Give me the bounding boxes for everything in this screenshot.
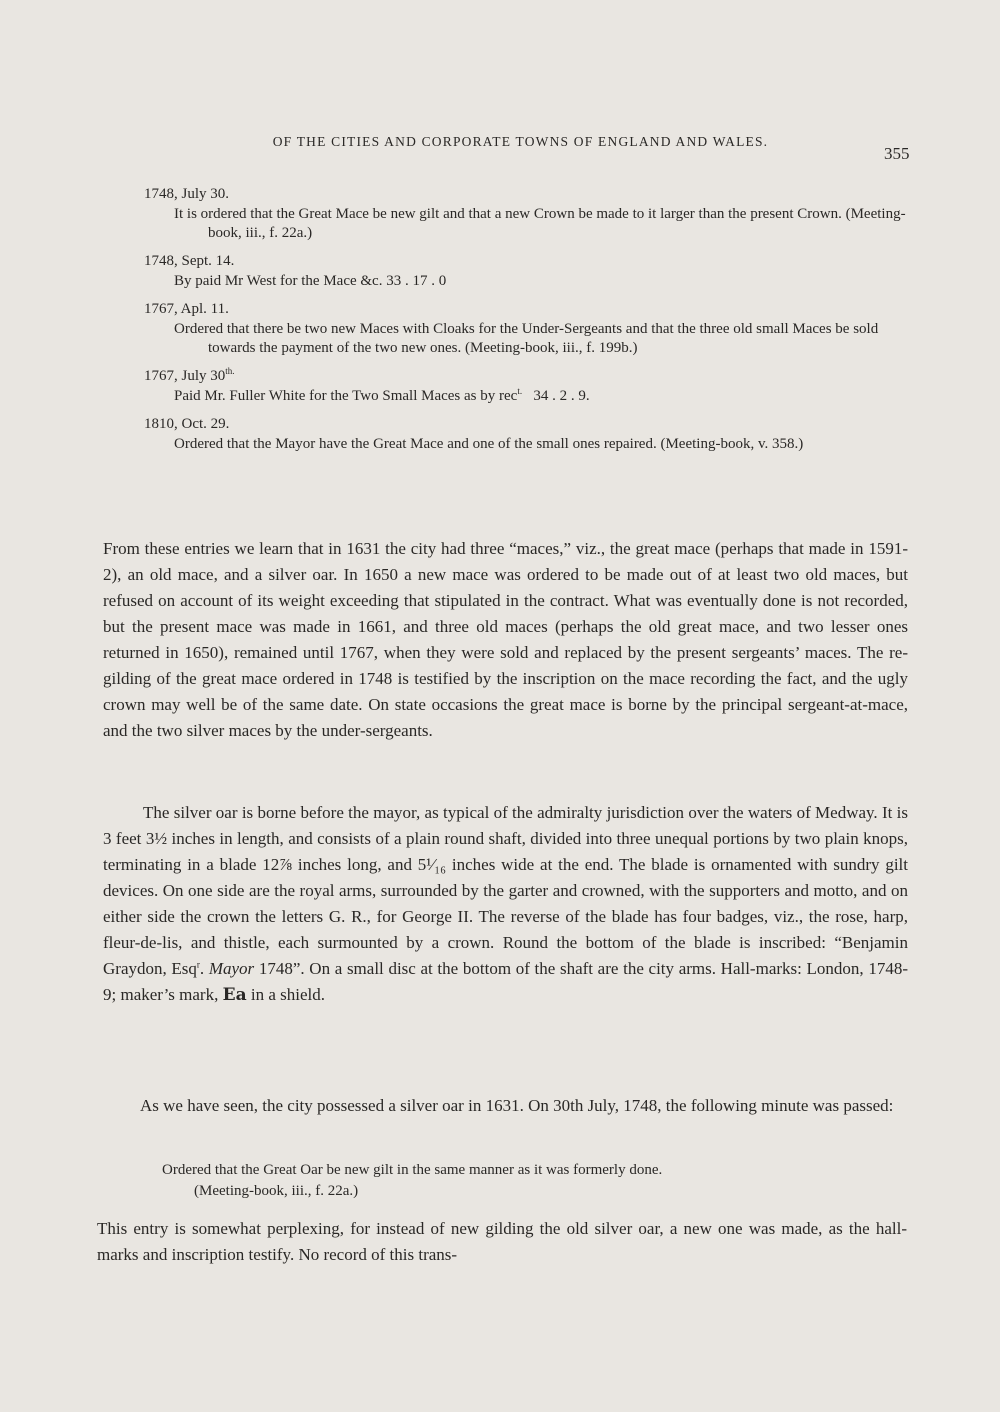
entry-text: It is ordered that the Great Mace be new gilt and that a new Crown be made to it larger than the present Crown. (Meeting-book, iii., f. 22a.)	[174, 206, 906, 241]
entry-date: 1748, July 30.	[144, 186, 230, 202]
entry-text: Ordered that there be two new Maces with Cloaks for the Under-Sergeants and that the three old small Maces be sold towards the payment of the two new ones. (Meeting-book, iii., f. 199b.)	[174, 321, 879, 356]
esquire-superscript: r	[196, 959, 200, 970]
entry-2	[110, 250, 920, 291]
entry-text-main: Paid Mr. Fuller White for the Two Small Maces as by rec	[174, 388, 518, 404]
paragraph-2-part-3: 1748”. On a small disc at the bottom of the shaft are the city arms. Hall-marks: London, 1748-9; maker’s mark,	[103, 959, 908, 1004]
entry-date: 1748, Sept. 14.	[144, 253, 235, 269]
paragraph-2-part-4: in a shield.	[246, 985, 325, 1004]
entry-date: 1810, Oct. 29.	[144, 416, 230, 432]
entry-5	[110, 413, 920, 454]
entry-text-sup: t.	[517, 386, 523, 396]
entry-text: By paid Mr West for the Mace &c. 33 . 17 . 0	[174, 273, 447, 289]
entry-date-sup: th.	[225, 366, 235, 376]
paragraph-2-part-1: The silver oar is borne before the mayor, as typical of the admiralty jurisdiction over the waters of Medway. It is 3 feet 3½ inches in length, and consists of a plain round shaft, divided into three unequal portions by two plain knops, terminating in a blade 12⅞ inches long, and 5¹⁄₁₆ inches wide at the end. The blade is ornamented with sundry gilt devices. On one side are the royal arms, surrounded by the garter and crowned, with the supporters and motto, and on either side the crown the letters G. R., for George II. The reverse of the blade has four badges, viz., the rose, harp, fleur-de-lis, and thistle, each surmounted by a crown. Round the bottom of the blade is inscribed: “Benjamin Graydon, Esq	[103, 803, 908, 978]
quote-citation: (Meeting-book, iii., f. 22a.)	[194, 1183, 359, 1199]
running-title: OF THE CITIES AND CORPORATE TOWNS OF ENGLAND AND WALES.	[272, 134, 769, 149]
entry-date	[110, 365, 920, 387]
paragraph-2	[103, 800, 908, 1008]
mayor-italic: Mayor	[208, 959, 255, 978]
paragraph-1: From these entries we learn that in 1631 the city had three “maces,” viz., the great mace (perhaps that made in 1591-2), an old mace, and a silver oar. In 1650 a new mace was ordered to be made out of at least two old maces, but refused on account of its weight exceeding that stipulated in the contract. What was eventually done is not recorded, but the present mace was made in 1661, and three old maces (perhaps the old great mace, and two lesser ones returned in 1650), remained until 1767, when they were sold and replaced by the present sergeants’ maces. The re-gilding of the great mace ordered in 1748 is testified by the inscription on the mace recording the fact, and the ugly crown may well be of the same date. On state occasions the great mace is borne by the principal sergeant-at-mace, and the two silver maces by the under-sergeants.	[103, 539, 908, 740]
entry-3	[110, 298, 920, 358]
paragraph-3: As we have seen, the city possessed a silver oar in 1631. On 30th July, 1748, the following minute was passed:	[140, 1096, 894, 1115]
entry-4	[110, 365, 920, 406]
entry-date: 1767, Apl. 11.	[144, 301, 229, 317]
entry-text	[110, 387, 920, 406]
quoted-minute	[162, 1160, 852, 1202]
entry-date-main: 1767, July 30	[144, 368, 226, 384]
entry-text: Ordered that the Mayor have the Great Mace and one of the small ones repaired. (Meeting-book, v. 358.)	[174, 436, 804, 452]
page-number: 355	[884, 144, 910, 163]
minute-entries	[110, 183, 920, 461]
paragraph-4: This entry is somewhat perplexing, for instead of new gilding the old silver oar, a new one was made, as the hall-marks and inscription testify. No record of this trans-	[97, 1219, 907, 1264]
quote-text: Ordered that the Great Oar be new gilt in the same manner as it was formerly done.	[162, 1162, 663, 1178]
makers-mark: Ea	[222, 985, 247, 1005]
paragraph-2-part-2: .	[199, 959, 209, 978]
entry-amount: 34 . 2 . 9.	[533, 388, 590, 404]
entry-1	[110, 183, 920, 243]
